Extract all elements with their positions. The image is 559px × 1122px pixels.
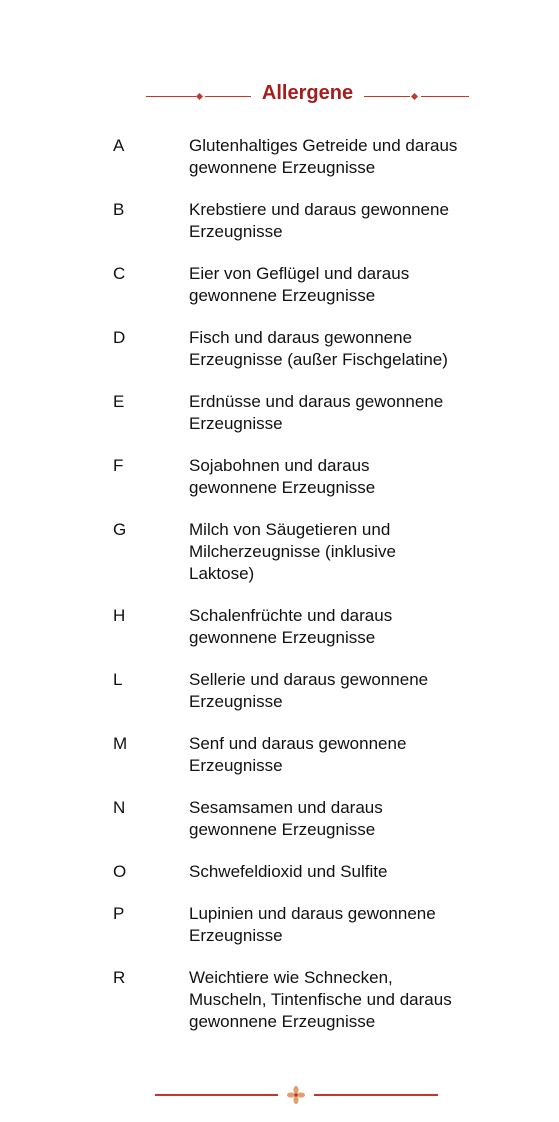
allergen-description <box>189 903 499 947</box>
allergen-description-line: Erdnüsse und daraus gewonnene <box>189 392 444 411</box>
allergen-description <box>189 605 499 649</box>
allergen-code: M <box>113 734 128 753</box>
allergen-code: R <box>113 968 126 987</box>
allergen-description-line: Krebstiere und daraus gewonnene <box>189 200 449 219</box>
allergen-description <box>189 135 499 179</box>
allergen-code: G <box>113 520 127 539</box>
allergen-description-line: gewonnene Erzeugnisse <box>189 628 376 647</box>
allergen-description-line: gewonnene Erzeugnisse <box>189 286 376 305</box>
allergen-description-line: Milch von Säugetieren und <box>189 520 391 539</box>
allergen-description-line: Glutenhaltiges Getreide und daraus <box>189 136 458 155</box>
allergen-description-line: Sojabohnen und daraus <box>189 456 370 475</box>
allergen-description-line: Erzeugnisse <box>189 414 283 433</box>
allergen-description-line: gewonnene Erzeugnisse <box>189 820 376 839</box>
allergen-description-line: gewonnene Erzeugnisse <box>189 478 376 497</box>
allergen-description <box>189 455 499 499</box>
allergen-description-line: Laktose) <box>189 564 255 583</box>
allergen-description-line: Schwefeldioxid und Sulfite <box>189 862 388 881</box>
footer-rule-right <box>314 1094 438 1096</box>
footer-rule-left <box>155 1094 278 1096</box>
allergen-description-line: Erzeugnisse <box>189 926 283 945</box>
allergen-description-line: Eier von Geflügel und daraus <box>189 264 410 283</box>
section-header <box>0 80 559 106</box>
allergen-description-line: Senf und daraus gewonnene <box>189 734 407 753</box>
allergen-description-line: Schalenfrüchte und daraus <box>189 606 393 625</box>
allergen-code: H <box>113 606 126 625</box>
allergen-code: P <box>113 904 125 923</box>
allergen-description-line: Erzeugnisse <box>189 222 283 241</box>
allergen-description-line: Erzeugnisse <box>189 692 283 711</box>
allergen-description-line: Lupinien und daraus gewonnene <box>189 904 436 923</box>
allergen-description <box>189 391 499 435</box>
allergen-description-line: Sesamsamen und daraus <box>189 798 383 817</box>
allergen-description <box>189 327 499 371</box>
allergen-description <box>189 861 499 883</box>
allergen-description <box>189 199 499 243</box>
allergen-description <box>189 967 499 1033</box>
allergen-description <box>189 519 499 585</box>
allergen-code: C <box>113 264 126 283</box>
allergen-description <box>189 797 499 841</box>
allergen-code: F <box>113 456 124 475</box>
header-rule-left-outer <box>146 96 196 97</box>
allergen-description-line: gewonnene Erzeugnisse <box>189 158 376 177</box>
allergen-code: O <box>113 862 127 881</box>
header-rule-right-inner <box>364 96 410 97</box>
allergen-code: N <box>113 798 126 817</box>
allergen-description <box>189 263 499 307</box>
header-diamond-icon <box>411 93 418 100</box>
allergen-description <box>189 669 499 713</box>
footer-divider <box>0 1083 559 1107</box>
allergen-description <box>189 733 499 777</box>
page-title: Allergene <box>261 82 354 104</box>
flourish-icon <box>286 1085 306 1105</box>
allergen-description-line: Fisch und daraus gewonnene <box>189 328 413 347</box>
allergen-description-line: Muscheln, Tintenfische und daraus <box>189 990 452 1009</box>
header-rule-left-inner <box>205 96 251 97</box>
header-rule-right-outer <box>421 96 469 97</box>
allergen-description-line: gewonnene Erzeugnisse <box>189 1012 376 1031</box>
allergen-code: A <box>113 136 125 155</box>
allergen-description-line: Erzeugnisse <box>189 756 283 775</box>
allergen-code: E <box>113 392 125 411</box>
allergen-description-line: Weichtiere wie Schnecken, <box>189 968 393 987</box>
allergen-code: L <box>113 670 123 689</box>
allergen-code: D <box>113 328 126 347</box>
allergen-description-line: Erzeugnisse (außer Fischgelatine) <box>189 350 448 369</box>
allergen-description-line: Sellerie und daraus gewonnene <box>189 670 429 689</box>
allergen-code: B <box>113 200 125 219</box>
allergen-description-line: Milcherzeugnisse (inklusive <box>189 542 396 561</box>
header-diamond-icon <box>196 93 203 100</box>
